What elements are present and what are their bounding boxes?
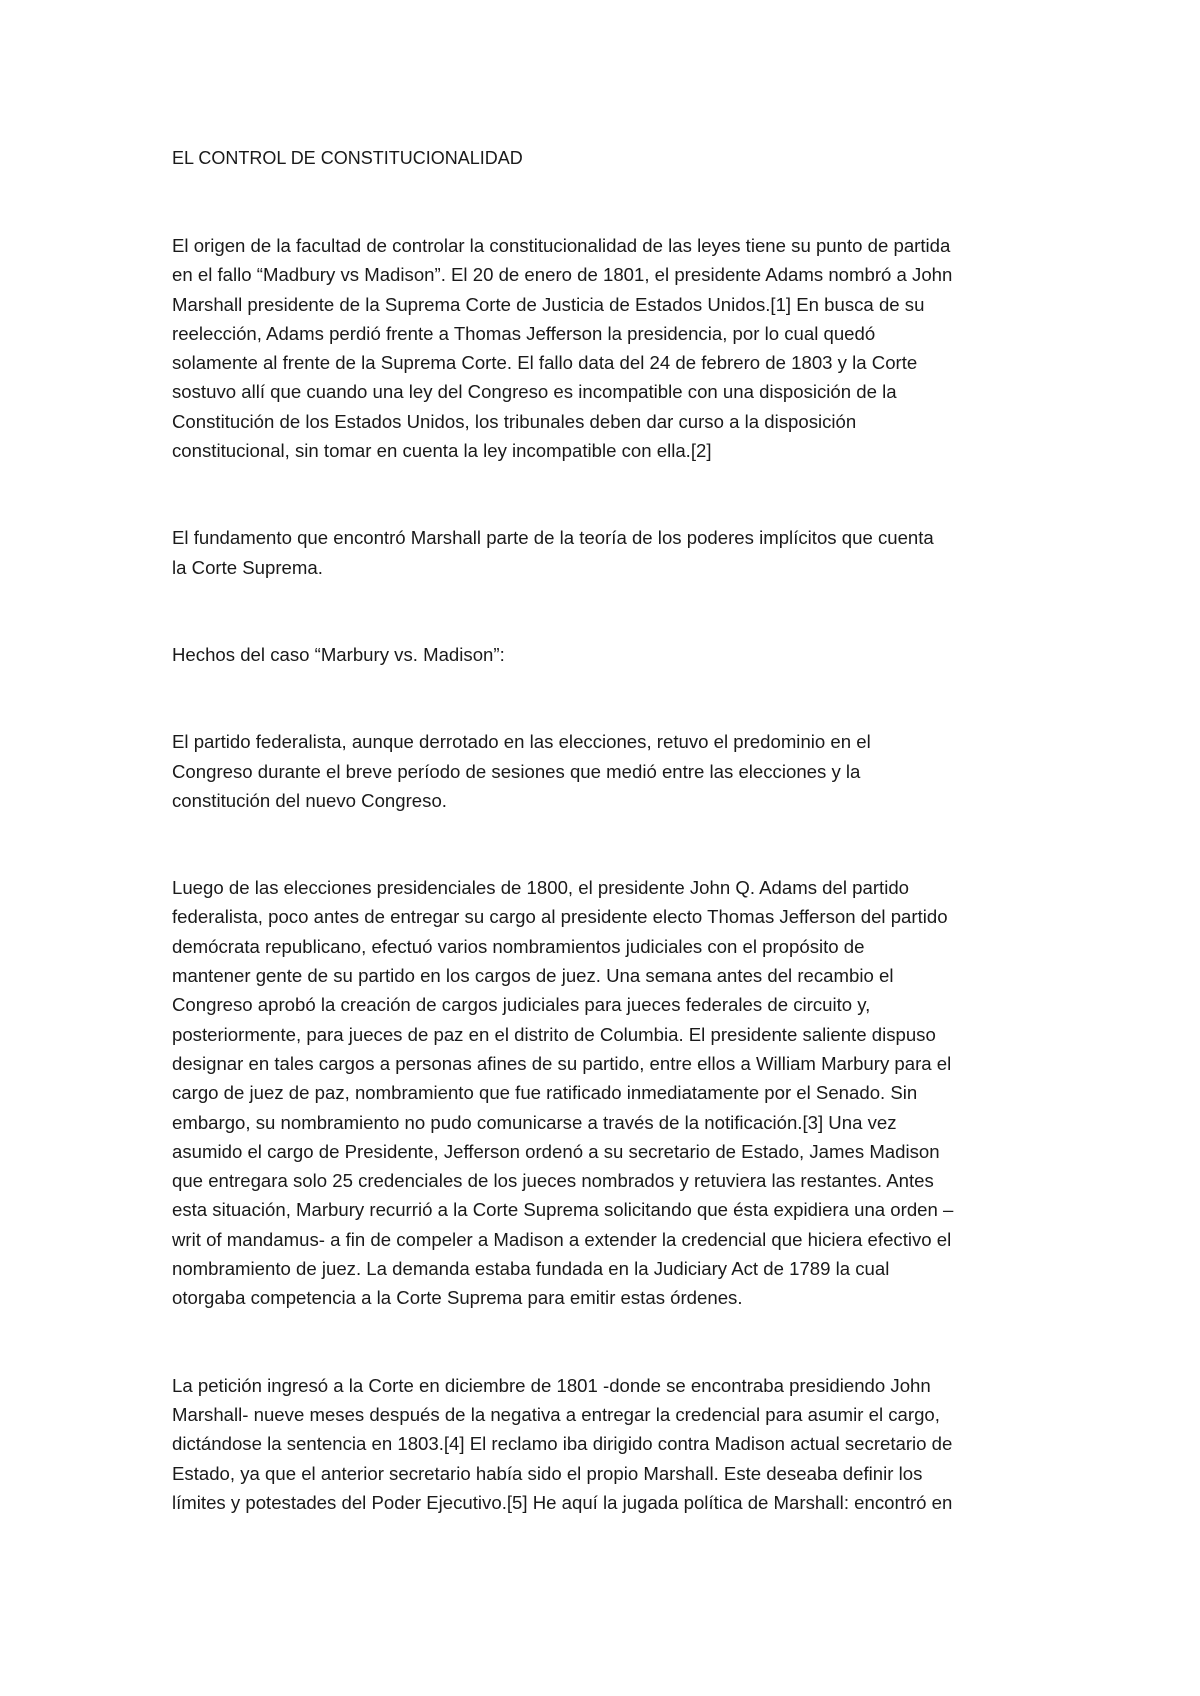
paragraph (172, 1371, 1042, 1517)
paragraph-line: nombramiento de juez. La demanda estaba fundada en la Judiciary Act de 1789 la cual (172, 1258, 890, 1280)
paragraph-line: El fundamento que encontró Marshall parte de la teoría de los poderes implícitos que cuenta (172, 527, 934, 549)
paragraph (172, 523, 1042, 582)
paragraph-line: mantener gente de su partido en los cargos de juez. Una semana antes del recambio el (172, 965, 894, 987)
paragraph-line: Hechos del caso “Marbury vs. Madison”: (172, 643, 505, 665)
paragraph (172, 640, 1042, 669)
paragraph-line: la Corte Suprema. (172, 556, 323, 578)
paragraph-line: Congreso aprobó la creación de cargos judiciales para jueces federales de circuito y, (172, 994, 871, 1016)
paragraph-line: dictándose la sentencia en 1803.[4] El reclamo iba dirigido contra Madison actual secretario de (172, 1433, 953, 1455)
paragraph-line: La petición ingresó a la Corte en diciembre de 1801 -donde se encontraba presidiendo John (172, 1374, 931, 1396)
paragraph-line: sostuvo allí que cuando una ley del Congreso es incompatible con una disposición de la (172, 381, 897, 403)
paragraph-line: demócrata republicano, efectuó varios nombramientos judiciales con el propósito de (172, 935, 865, 957)
paragraph-line: esta situación, Marbury recurrió a la Corte Suprema solicitando que ésta expidiera una orden – (172, 1199, 954, 1221)
paragraph-line: Congreso durante el breve período de sesiones que medió entre las elecciones y la (172, 760, 861, 782)
paragraph-line: Estado, ya que el anterior secretario había sido el propio Marshall. Este deseaba definir los (172, 1462, 923, 1484)
document-title: EL CONTROL DE CONSTITUCIONALIDAD (172, 148, 523, 168)
paragraph-line: constitucional, sin tomar en cuenta la ley incompatible con ella.[2] (172, 440, 712, 462)
paragraph (172, 231, 1042, 465)
paragraph-line: que entregara solo 25 credenciales de los jueces nombrados y retuviera las restantes. Antes (172, 1170, 934, 1192)
paragraph (172, 873, 1042, 1312)
paragraph-line: posteriormente, para jueces de paz en el distrito de Columbia. El presidente saliente dispuso (172, 1023, 936, 1045)
paragraph-line: límites y potestades del Poder Ejecutivo.[5] He aquí la jugada política de Marshall: encontró en (172, 1491, 953, 1513)
paragraph-line: Luego de las elecciones presidenciales de 1800, el presidente John Q. Adams del partido (172, 877, 910, 899)
paragraph-line: writ of mandamus- a fin de compeler a Madison a extender la credencial que hiciera efectivo el (172, 1228, 952, 1250)
paragraph-line: Constitución de los Estados Unidos, los tribunales deben dar curso a la disposición (172, 410, 857, 432)
paragraph-line: otorgaba competencia a la Corte Suprema para emitir estas órdenes. (172, 1287, 743, 1309)
paragraph-line: solamente al frente de la Suprema Corte. El fallo data del 24 de febrero de 1803 y la Corte (172, 352, 918, 374)
paragraphs-container (172, 231, 1042, 1517)
paragraph-line: designar en tales cargos a personas afines de su partido, entre ellos a William Marbury para el (172, 1052, 952, 1074)
paragraph-line: asumido el cargo de Presidente, Jefferson ordenó a su secretario de Estado, James Madison (172, 1140, 940, 1162)
document-body (172, 144, 1042, 1575)
paragraph-line: Marshall- nueve meses después de la negativa a entregar la credencial para asumir el cargo, (172, 1403, 940, 1425)
paragraph-line: reelección, Adams perdió frente a Thomas Jefferson la presidencia, por lo cual quedó (172, 322, 876, 344)
paragraph-line: El partido federalista, aunque derrotado en las elecciones, retuvo el predominio en el (172, 731, 871, 753)
paragraph-line: cargo de juez de paz, nombramiento que fue ratificado inmediatamente por el Senado. Sin (172, 1082, 918, 1104)
paragraph-line: constitución del nuevo Congreso. (172, 789, 447, 811)
paragraph-line: El origen de la facultad de controlar la constitucionalidad de las leyes tiene su punto de partida (172, 235, 951, 256)
paragraph (172, 727, 1042, 815)
paragraph-line: federalista, poco antes de entregar su cargo al presidente electo Thomas Jefferson del partido (172, 906, 948, 928)
paragraph-line: embargo, su nombramiento no pudo comunicarse a través de la notificación.[3] Una vez (172, 1111, 897, 1133)
paragraph-line: en el fallo “Madbury vs Madison”. El 20 de enero de 1801, el presidente Adams nombró a John (172, 264, 953, 286)
paragraph-line: Marshall presidente de la Suprema Corte de Justicia de Estados Unidos.[1] En busca de su (172, 293, 925, 315)
